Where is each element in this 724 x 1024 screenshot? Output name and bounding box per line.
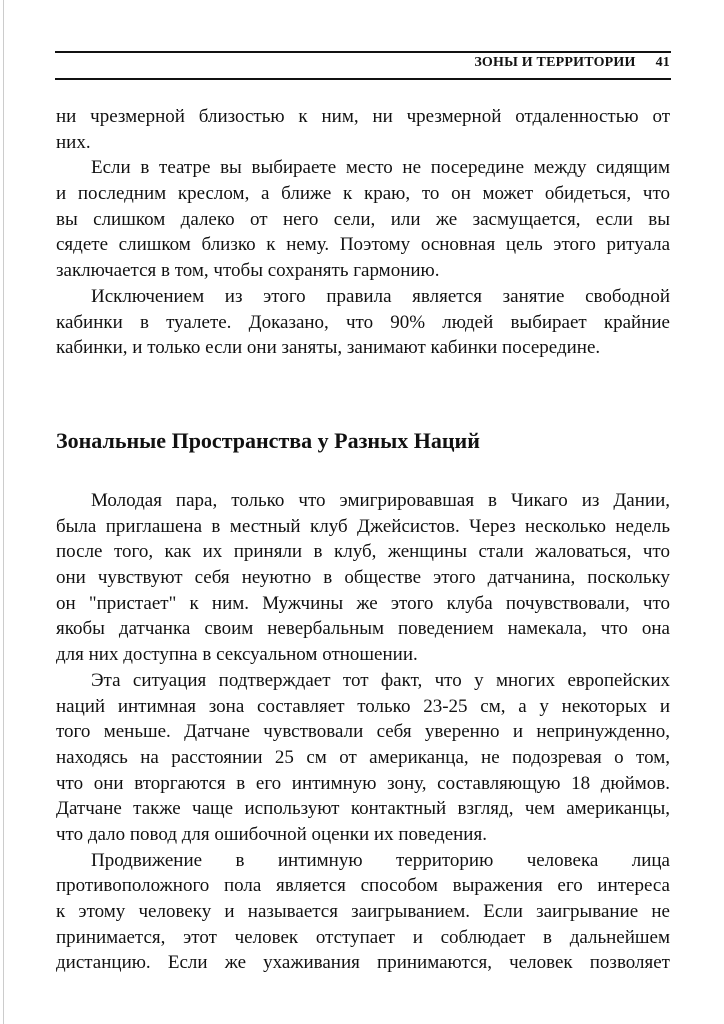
text-line: они чувствуют себя неуютно в обществе этого датчанина, поскольку: [56, 567, 670, 589]
text-line: вы слишком далеко от него сели, или же засмущается, если вы: [56, 208, 670, 230]
text-line: кабинки, и только если они заняты, занимают кабинки посередине.: [56, 337, 601, 359]
text-line: якобы датчанка своим невербальным поведением намекала, что она: [56, 618, 670, 640]
running-header: [474, 55, 670, 71]
text-line: противоположного пола является способом выражения его интереса: [56, 875, 670, 897]
text-line: заключается в том, чтобы сохранять гармонию.: [56, 260, 440, 282]
text-line: и последним креслом, а ближе к краю, то он может обидеться, что: [56, 183, 670, 205]
text-line: что они вторгаются в его интимную зону, составляющую 18 дюймов.: [56, 772, 670, 794]
text-line: он "пристает" к ним. Мужчины же этого клуба почувствовали, что: [56, 592, 670, 614]
paragraph: [56, 155, 670, 283]
paragraph: [56, 848, 670, 976]
paragraph: [56, 488, 670, 668]
header-rule-top: [55, 51, 671, 53]
text-line: была приглашена в местный клуб Джейсистов. Через несколько недель: [56, 515, 670, 537]
text-line: сядете слишком близко к нему. Поэтому основная цель этого ритуала: [56, 234, 670, 256]
running-header-title: ЗОНЫ И ТЕРРИТОРИИ: [474, 55, 636, 70]
text-line: Молодая пара, только что эмигрировавшая в Чикаго из Дании,: [91, 490, 670, 511]
paragraph: [56, 104, 670, 155]
section-heading: Зональные Пространства у Разных Наций: [56, 428, 480, 453]
text-line: что дало повод для ошибочной оценки их поведения.: [56, 823, 487, 845]
text-line: Продвижение в интимную территорию человека лица: [91, 849, 670, 871]
text-line: дистанцию. Если же ухаживания принимаются, человек позволяет: [56, 952, 670, 974]
page-edge: [3, 0, 4, 1024]
text-section-2: [56, 488, 670, 976]
header-rule-bottom: [55, 78, 671, 80]
text-line: кабинки в туалете. Доказано, что 90% людей выбирает крайние: [56, 311, 670, 333]
text-line: Датчане также чаще используют контактный взгляд, чем американцы,: [56, 798, 670, 820]
text-line: них.: [56, 131, 91, 153]
paragraph: [56, 284, 670, 361]
text-line: наций интимная зона составляет только 23-25 см, а у некоторых и: [56, 695, 670, 717]
text-line: ни чрезмерной близостью к ним, ни чрезмерной отдаленностью от: [56, 106, 670, 127]
text-line: Исключением из этого правила является занятие свободной: [91, 285, 670, 307]
text-line: для них доступна в сексуальном отношении.: [56, 644, 418, 666]
text-line: Эта ситуация подтверждает тот факт, что у многих европейских: [91, 669, 670, 691]
text-line: принимается, этот человек отступает и соблюдает в дальнейшем: [56, 926, 670, 948]
paragraph: [56, 668, 670, 848]
text-line: к этому человеку и называется заигрыванием. Если заигрывание не: [56, 901, 670, 922]
page-number: 41: [655, 55, 670, 70]
text-line: после того, как их приняли в клуб, женщины стали жаловаться, что: [56, 541, 670, 563]
text-line: Если в театре вы выбираете место не посередине между сидящим: [91, 157, 670, 179]
text-line: того меньше. Датчане чувствовали себя уверенно и непринужденно,: [56, 721, 670, 743]
text-section-1: [56, 104, 670, 361]
text-line: находясь на расстоянии 25 см от американца, не подозревая о том,: [56, 746, 670, 768]
